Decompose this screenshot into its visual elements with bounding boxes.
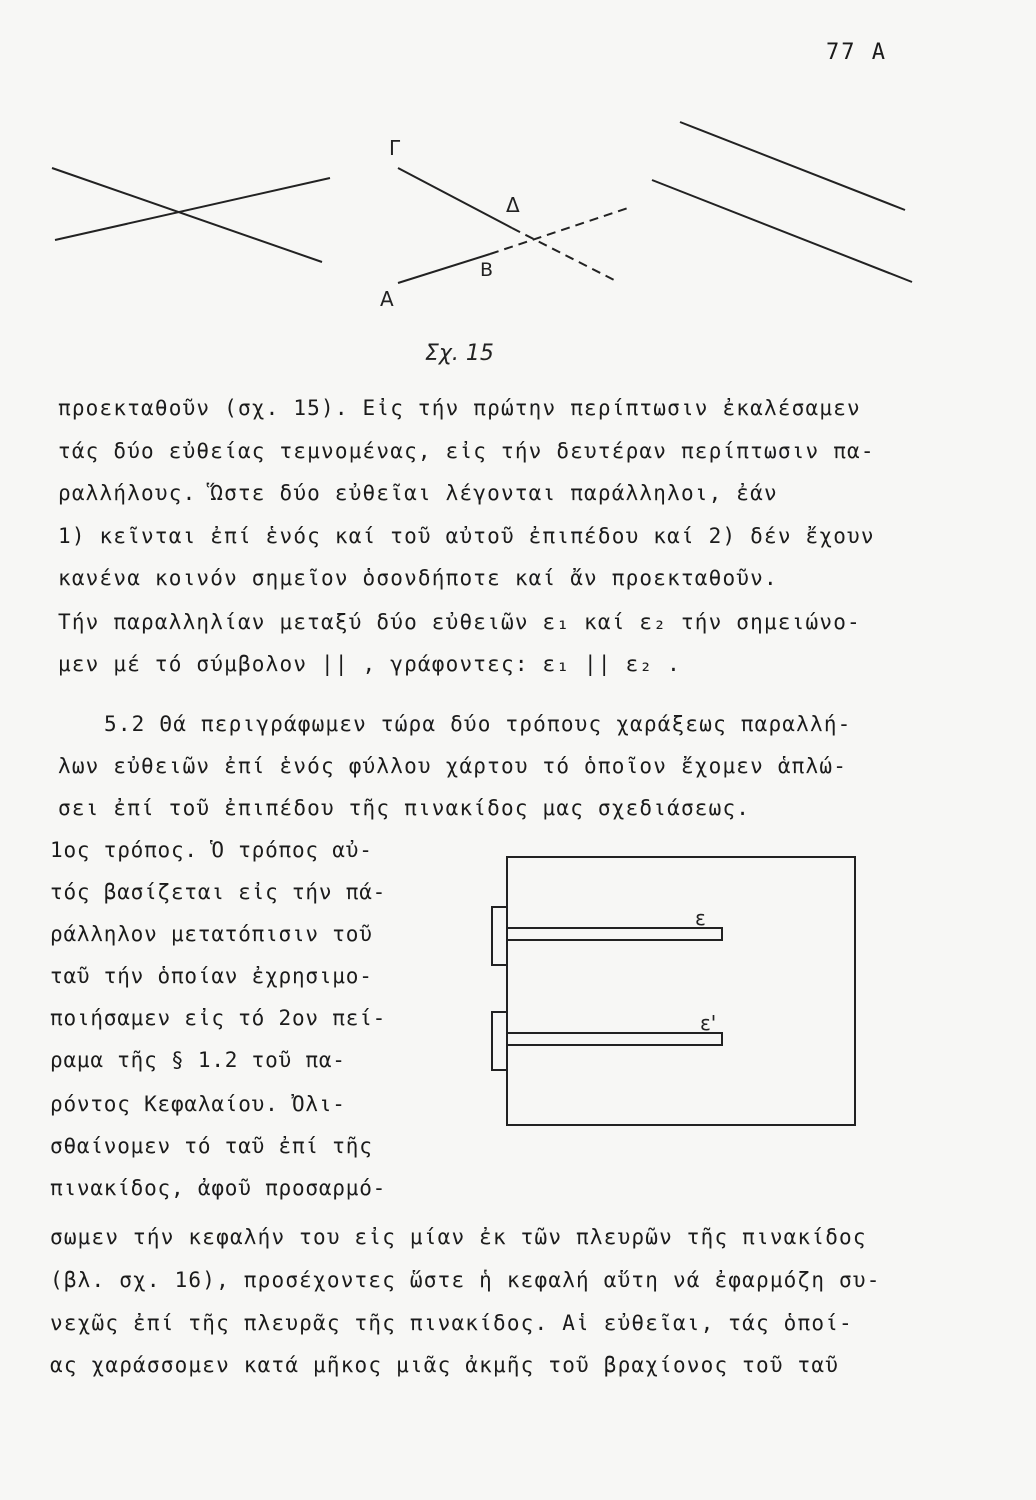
method1-line-9: πινακίδος, ἀφοῦ προσαρμό- <box>50 1176 387 1200</box>
method1-line-1: 1ος τρόπος. Ὁ τρόπος αὐ- <box>50 838 373 862</box>
fig15-label-beta: Β <box>480 259 494 281</box>
t-square-head-2 <box>492 1012 507 1070</box>
method1-line-2: τός βασίζεται εἰς τήν πά- <box>50 880 387 904</box>
method1-line-7: ρόντος Κεφαλαίου. Ὀλι- <box>50 1092 346 1116</box>
t-square-head-1 <box>492 907 507 965</box>
paragraph3-line-4: ας χαράσσομεν κατά μῆκος μιᾶς ἀκμῆς τοῦ βραχίονος τοῦ ταῦ <box>50 1353 840 1377</box>
paragraph1-line-6: Τήν παραλληλίαν μεταξύ δύο εὐθειῶν ε₁ καί ε₂ τήν σημειώνο- <box>58 610 861 634</box>
fig15-parallel-line-2 <box>652 180 912 282</box>
paragraph1-line-3: ραλλήλους. Ὥστε δύο εὐθεῖαι λέγονται παράλληλοι, ἐάν <box>58 481 778 505</box>
fig16-label-e: ε <box>695 906 706 930</box>
method1-line-3: ράλληλον μετατόπισιν τοῦ <box>50 922 373 946</box>
method1-line-5: ποιήσαμεν εἰς τό 2ον πεί- <box>50 1006 387 1030</box>
paragraph2-line-1: 5.2 Θά περιγράφωμεν τώρα δύο τρόπους χαράξεως παραλλή- <box>104 712 852 736</box>
fig15-extension-1 <box>512 228 618 282</box>
fig15-label-alpha: Α <box>380 287 394 311</box>
paragraph1-line-5: κανένα κοινόν σημεῖον ὁσονδήποτε καί ἄν προεκταθοῦν. <box>58 566 778 590</box>
drawing-board <box>507 857 855 1125</box>
paragraph3-line-2: (βλ. σχ. 16), προσέχοντες ὥστε ἡ κεφαλή αὕτη νά ἐφαρμόζη συ- <box>50 1268 881 1292</box>
fig15-label-gamma: Γ <box>389 136 401 160</box>
method1-line-4: ταῦ τήν ὁποίαν ἐχρησιμο- <box>50 964 373 988</box>
page-number: 77 A <box>826 40 887 65</box>
paragraph1-line-1: προεκταθοῦν (σχ. 15). Εἰς τήν πρώτην περίπτωσιν ἐκαλέσαμεν <box>58 396 861 420</box>
paragraph2-line-3: σει ἐπί τοῦ ἐπιπέδου τῆς πινακίδος μας σχεδιάσεως. <box>58 796 751 820</box>
t-square-blade-2 <box>507 1033 722 1045</box>
t-square-blade-1 <box>507 928 722 940</box>
paragraph2-line-2: λων εὐθειῶν ἐπί ἑνός φύλλου χάρτου τό ὁποῖον ἔχομεν ἁπλώ- <box>58 754 848 778</box>
fig15-left-line-2 <box>55 178 330 240</box>
paragraph1-line-7: μεν μέ τό σύμβολον || , γράφοντες: ε₁ || ε₂ . <box>58 652 681 676</box>
paragraph1-line-4: 1) κεῖνται ἐπί ἑνός καί τοῦ αὐτοῦ ἐπιπέδου καί 2) δέν ἔχουν <box>58 524 875 548</box>
method1-line-8: σθαίνομεν τό ταῦ ἐπί τῆς <box>50 1134 373 1158</box>
fig15-caption: Σχ. 15 <box>425 341 494 366</box>
fig15-parallel-line-1 <box>680 122 905 210</box>
paragraph3-line-3: νεχῶς ἐπί τῆς πλευρᾶς τῆς πινακίδος. Αἱ εὐθεῖαι, τάς ὁποί- <box>50 1311 853 1335</box>
fig15-segment-gamma-delta <box>398 168 512 228</box>
figure-16 <box>492 857 855 1125</box>
paragraph3-line-1: σωμεν τήν κεφαλήν του εἰς μίαν ἐκ τῶν πλευρῶν τῆς πινακίδος <box>50 1225 867 1249</box>
paragraph1-line-2: τάς δύο εὐθείας τεμνομένας, εἰς τήν δευτέραν περίπτωσιν πα- <box>58 439 875 463</box>
fig15-segment-alpha-beta <box>398 254 490 283</box>
fig15-left-line-1 <box>52 168 322 262</box>
method1-line-6: ραμα τῆς § 1.2 τοῦ πα- <box>50 1048 346 1072</box>
fig15-label-delta: Δ <box>506 193 520 217</box>
fig16-label-e-prime: ε' <box>700 1011 717 1035</box>
